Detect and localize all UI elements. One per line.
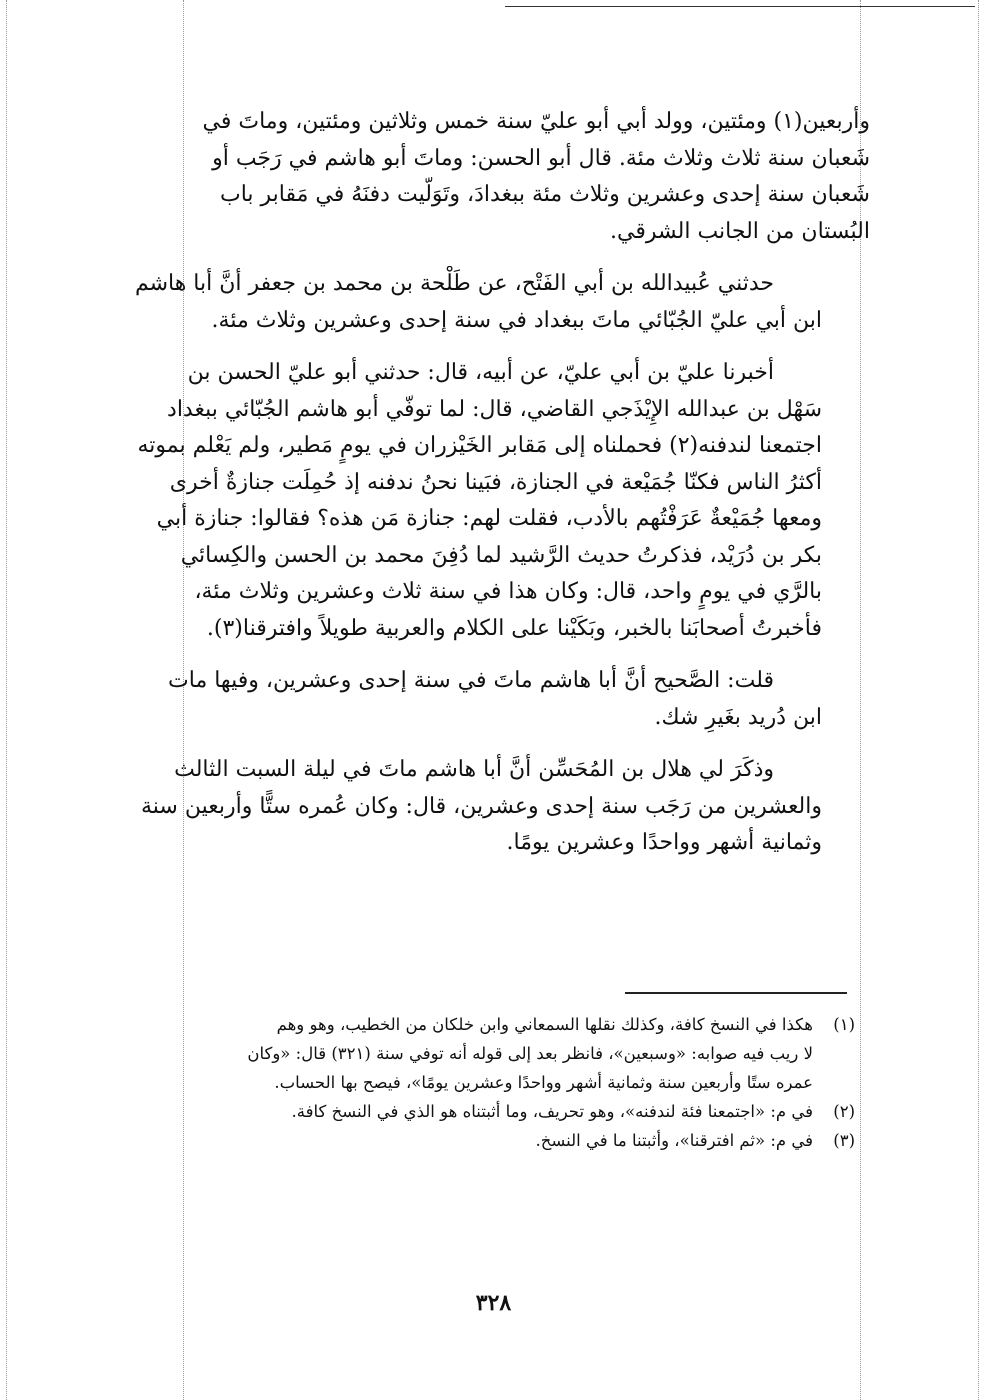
text-line: البُستان من الجانب الشرقي. [610, 218, 870, 244]
text-line: فأخبرتُ أصحابَنا بالخبر، وبَكَيْنا على الكلام والعربية طويلاً وافترقنا(٣). [206, 615, 822, 641]
page-number: ٣٢٨ [475, 1290, 512, 1316]
paragraph [100, 355, 870, 647]
text-line: والعشرين من رَجَب سنة إحدى وعشرين، قال: وكان عُمره ستًّا وأربعين سنة [140, 793, 822, 819]
text-line: ابن دُريد بغَيرِ شك. [654, 704, 822, 730]
paragraph [100, 266, 870, 339]
paragraph [100, 104, 870, 250]
text-line: وثمانية أشهر وواحدًا وعشرين يومًا. [506, 830, 822, 855]
footnotes [130, 1010, 855, 1155]
footnote-separator [625, 992, 847, 994]
text-line: سَهْل بن عبدالله الإِيْذَجي القاضي، قال: لما توفّي أبو هاشم الجُبّائي ببغداد [167, 396, 822, 422]
footnote [130, 1010, 855, 1097]
text-line: أخبرنا عليّ بن أبي عليّ، عن أبيه، قال: حدثني أبو عليّ الحسن بن [187, 360, 774, 385]
right-scan-edge [978, 0, 979, 1400]
footnote [130, 1126, 855, 1155]
footnote [130, 1097, 855, 1126]
top-edge-line [505, 6, 975, 7]
text-line: اجتمعنا لندفنه(٢) فحملناه إلى مَقابر الخَيْزران في يومٍ مَطير، ولم يَعْلم بموته [137, 433, 822, 458]
footnote-line: لا ريب فيه صوابه: «وسبعين»، فانظر بعد إلى قوله أنه توفي سنة (٣٢١) قال: «وكان [247, 1044, 813, 1063]
text-line: ومعها جُمَيْعةٌ عَرَفْتُهم بالأدب، فقلت لهم: جنازة مَن هذه؟ فقالوا: جنازة أبي [156, 506, 822, 531]
footnote-line: هكذا في النسخ كافة، وكذلك نقلها السمعاني وابن خلكان من الخطيب، وهو وهم [276, 1015, 813, 1034]
footnote-line: في م: «ثم افترقنا»، وأثبتنا ما في النسخ. [535, 1131, 813, 1150]
main-text [100, 104, 870, 878]
footnote-number: (٣) [833, 1131, 855, 1150]
text-line: شَعبان سنة ثلاث وثلاث مئة. قال أبو الحسن: وماتَ أبو هاشم في رَجَب أو [212, 145, 870, 171]
text-line: قلت: الصَّحيح أنَّ أبا هاشم ماتَ في سنة إحدى وعشرين، وفيها مات [168, 668, 774, 693]
text-line: بالرَّي في يومٍ واحد، قال: وكان هذا في سنة ثلاث وعشرين وثلاث مئة، [194, 579, 822, 604]
text-line: بكر بن دُرَيْد، فذكرتُ حديث الرَّشيد لما دُفِنَ محمد بن الحسن والكِسائي [180, 542, 822, 568]
footnote-number: (١) [833, 1015, 855, 1034]
text-line: ابن أبي عليّ الجُبّائي ماتَ ببغداد في سنة إحدى وعشرين وثلاث مئة. [211, 307, 822, 333]
footnote-line: عمره ستًا وأربعين سنة وثمانية أشهر وواحدًا وعشرين يومًا»، فيصح بها الحساب. [274, 1073, 813, 1092]
paragraph [100, 663, 870, 736]
text-line: وذكَرَ لي هلال بن المُحَسِّن أنَّ أبا هاشم ماتَ في ليلة السبت الثالث [174, 757, 774, 782]
text-line: شَعبان سنة إحدى وعشرين وثلاث مئة ببغدادَ، وتَوَلَّيت دفنَهُ في مَقابر باب [219, 182, 870, 207]
paragraph [100, 752, 870, 862]
footnote-line: في م: «اجتمعنا فئة لندفنه»، وهو تحريف، وما أثبتناه هو الذي في النسخ كافة. [291, 1102, 813, 1121]
footnote-number: (٢) [833, 1102, 855, 1121]
text-line: حدثني عُبيدالله بن أبي الفَتْح، عن طَلْحة بن محمد بن جعفر أنَّ أبا هاشم [134, 271, 774, 296]
text-line: أكثرُ الناس فكنّا جُمَيْعة في الجنازة، فبَينا نحنُ ندفنه إذ حُمِلَت جنازةٌ أخرى [169, 469, 822, 495]
text-line: وأربعين(١) ومئتين، وولد أبي أبو عليّ سنة خمس وثلاثين ومئتين، وماتَ في [202, 109, 870, 134]
left-scan-edge [6, 0, 7, 1400]
